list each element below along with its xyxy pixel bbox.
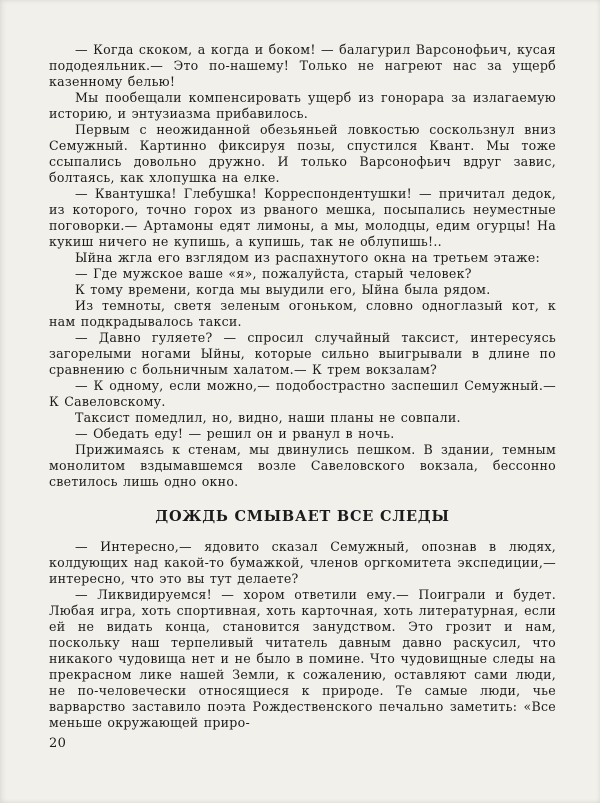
paragraph: — К одному, если можно,— подобострастно заспешил Семужный.— К Савеловскому. [49,378,556,409]
paragraph: Первым с неожиданной обезьяньей ловкостью соскользнул вниз Семужный. Картинно фиксируя позы, спустился Квант. Мы тоже ссыпались довольно дружно. И только Варсонофьич вдруг завис, болтаясь, как хлопушка на елке. [49,122,556,185]
paragraph: — Когда скоком, а когда и боком! — балагурил Варсонофьич, кусая пододеяльник.— Это по-нашему! Только не нагреют нас за ущерб казенному белью! [49,42,556,89]
paragraph: — Где мужское ваше «я», пожалуйста, старый человек? [75,266,472,281]
paragraph: — Квантушка! Глебушка! Корреспондентушки! — причитал дедок, из которого, точно горох из рваного мешка, посыпались неуместные поговорки.— Артамоны едят лимоны, а мы, молодцы, едим огурцы! На кукиш ничего не купишь, а купишь, так не облупишь!.. [49,186,556,249]
paragraph: — Обедать еду! — решил он и рванул в ночь. [75,426,395,441]
paragraph: Прижимаясь к стенам, мы двинулись пешком. В здании, темным монолитом вздымавшемся возле Савеловского вокзала, бессонно светилось лишь одно окно. [49,442,556,489]
page-number: 20 [49,736,67,751]
paragraph: — Ликвидируемся! — хором ответили ему.— Поиграли и будет. Любая игра, хоть спортивная, хоть карточная, хоть литературная, если ей не видать конца, становится занудством. Это грозит и нам, поскольку наш терпеливый читатель давным давно раскусил, что никакого чудовища нет и не было в помине. Что чудовищные следы на прекрасном лике нашей Земли, к сожалению, оставляют сами люди, не по-человечески относящиеся к природе. Те самые люди, чье варварство заставило поэта Рождественского печально заметить: «Все меньше окружающей приро- [49,587,556,730]
paragraph: Ыйна жгла его взглядом из распахнутого окна на третьем этаже: [75,250,540,265]
paragraph: — Интересно,— ядовито сказал Семужный, опознав в людях, колдующих над какой-то бумажкой, членов оргкомитета экспедиции,— интересно, что это вы тут делаете? [49,539,556,586]
paragraph: К тому времени, когда мы выудили его, Ыйна была рядом. [75,282,491,297]
paragraph: Мы пообещали компенсировать ущерб из гонорара за излагаемую историю, и энтузиазма прибавилось. [49,90,556,121]
chapter-heading: ДОЖДЬ СМЫВАЕТ ВСЕ СЛЕДЫ [155,508,450,525]
paragraph: Таксист помедлил, но, видно, наши планы не совпали. [75,410,461,425]
text-block [49,42,556,731]
paragraph: — Давно гуляете? — спросил случайный таксист, интересуясь загорелыми ногами Ыйны, которые сильно выигрывали в длине по сравнению с больничным халатом.— К трем вокзалам? [49,330,556,377]
paragraph: Из темноты, светя зеленым огоньком, словно одноглазый кот, к нам подкрадывалось такси. [49,298,556,329]
